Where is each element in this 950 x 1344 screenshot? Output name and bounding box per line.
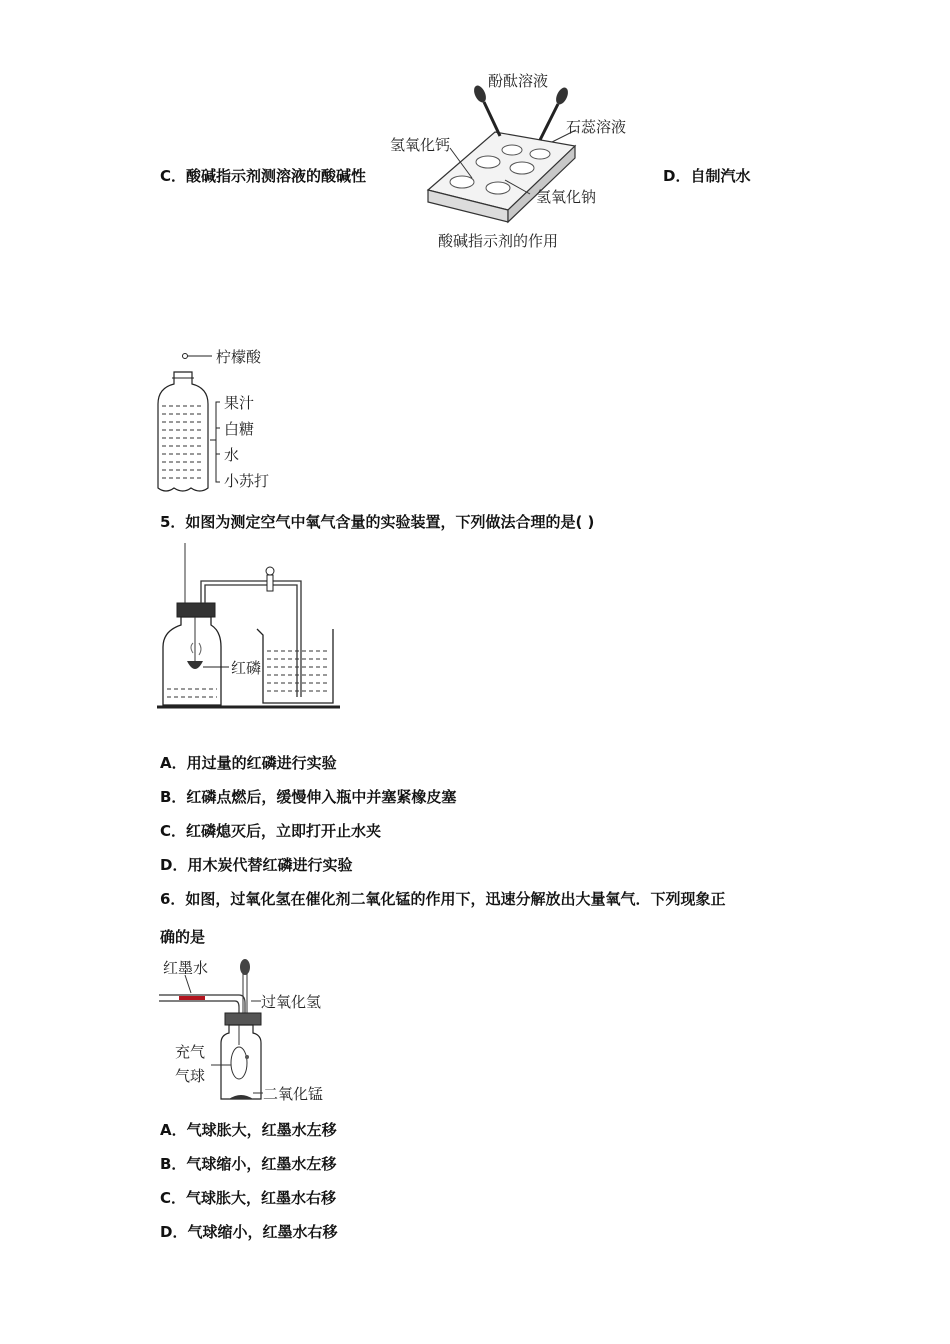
label-litmus: 石蕊溶液 [566, 118, 627, 136]
label-balloon-2: 气球 [175, 1067, 206, 1085]
q5-option-b: B．红磷点燃后，缓慢伸入瓶中并塞紧橡皮塞 [160, 788, 457, 806]
q6-stem-line1: 6．如图，过氧化氢在催化剂二氧化锰的作用下，迅速分解放出大量氧气．下列现象正 [160, 890, 726, 908]
label-citric-acid: 柠檬酸 [216, 348, 262, 366]
label-juice: 果汁 [224, 394, 255, 412]
homemade-soda-figure [150, 342, 330, 502]
h2o2-decomposition-figure [155, 953, 375, 1108]
label-red-phosphorus: 红磷 [231, 659, 262, 677]
label-red-ink: 红墨水 [163, 959, 209, 977]
label-sugar: 白糖 [224, 420, 255, 438]
q4-option-c: C．酸碱指示剂测溶液的酸碱性 [160, 167, 367, 185]
oxygen-content-apparatus-figure [155, 543, 355, 713]
q5-option-c: C．红磷熄灭后，立即打开止水夹 [160, 822, 382, 840]
dropper-phenolphthalein [472, 84, 500, 136]
q5-option-d: D．用木炭代替红磷进行实验 [160, 856, 353, 874]
label-hydrogen-peroxide: 过氧化氢 [261, 993, 322, 1011]
indicator-spot-plate-figure [380, 70, 660, 260]
q6-option-c: C．气球胀大，红墨水右移 [160, 1189, 337, 1207]
q6-stem-line2: 确的是 [160, 928, 206, 946]
q5-option-a: A．用过量的红磷进行实验 [160, 754, 337, 772]
label-balloon-1: 充气 [175, 1043, 206, 1061]
q6-option-d: D．气球缩小，红墨水右移 [160, 1223, 338, 1241]
q6-option-b: B．气球缩小，红墨水左移 [160, 1155, 337, 1173]
q4-option-d: D．自制汽水 [663, 167, 751, 185]
label-mno2: 二氧化锰 [263, 1085, 324, 1103]
label-water: 水 [224, 446, 240, 464]
label-naoh: 氢氧化钠 [536, 188, 597, 206]
label-phenolphthalein: 酚酞溶液 [488, 72, 549, 90]
q5-stem: 5．如图为测定空气中氧气含量的实验装置，下列做法合理的是( ) [160, 513, 595, 531]
q6-option-a: A．气球胀大，红墨水左移 [160, 1121, 337, 1139]
figure-caption: 酸碱指示剂的作用 [438, 232, 559, 250]
label-soda: 小苏打 [224, 472, 270, 490]
label-caoh2: 氢氧化钙 [390, 136, 451, 154]
